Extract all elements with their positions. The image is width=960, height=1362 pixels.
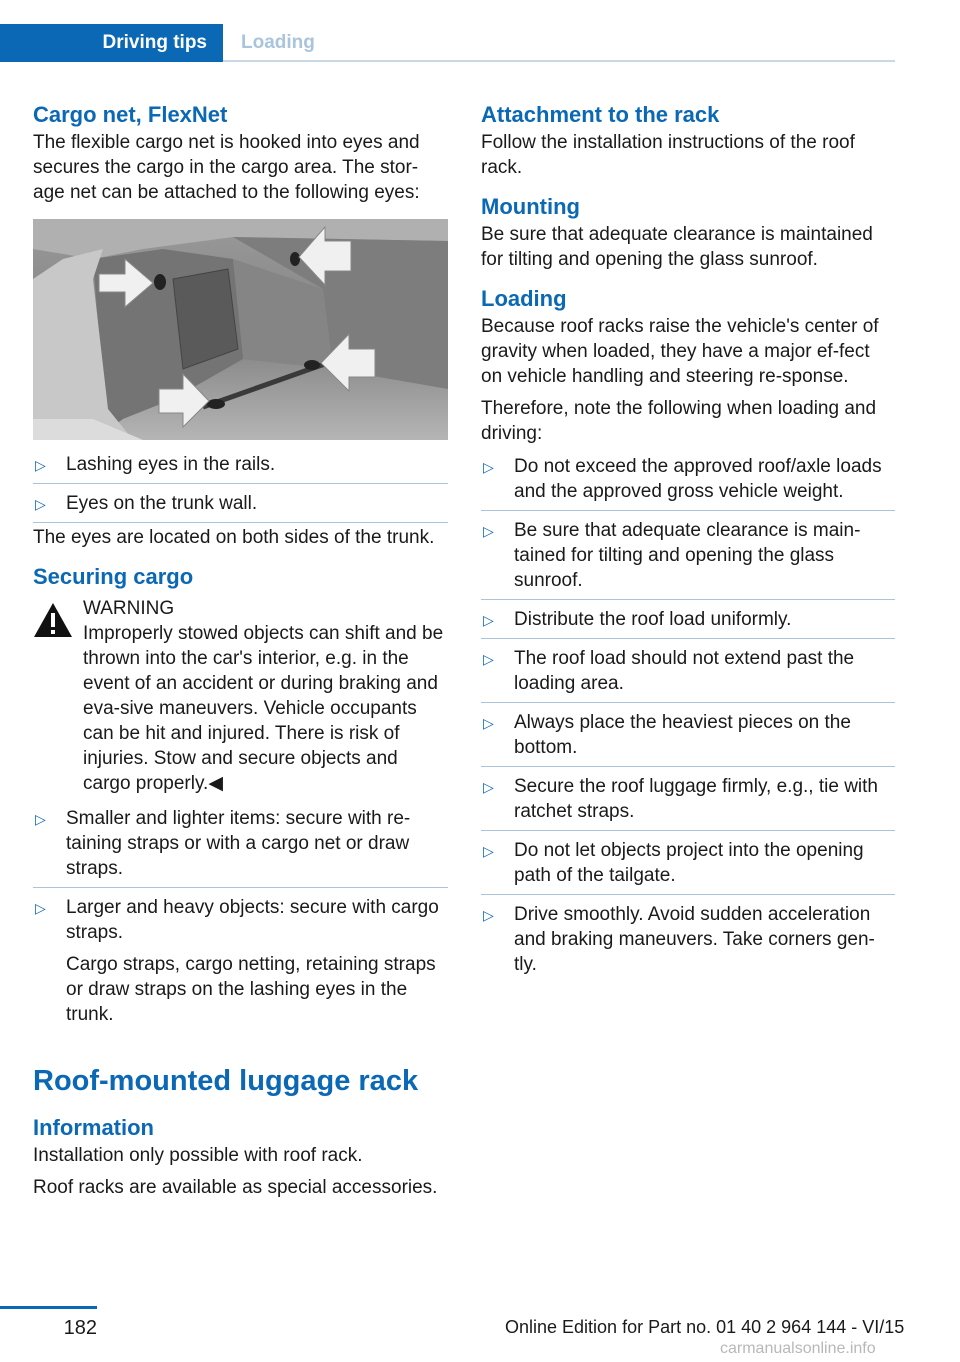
list-item: ▷ Lashing eyes in the rails. bbox=[33, 452, 448, 484]
warning-label: WARNING bbox=[83, 598, 175, 619]
triangle-right-icon: ▷ bbox=[483, 651, 494, 667]
triangle-right-icon: ▷ bbox=[35, 457, 46, 473]
triangle-right-icon: ▷ bbox=[35, 811, 46, 827]
watermark: carmanualsonline.info bbox=[720, 1340, 876, 1357]
footer-rule bbox=[0, 1306, 97, 1309]
eyes-note: The eyes are located on both sides of the trunk. bbox=[33, 527, 435, 548]
attachment-heading: Attachment to the rack bbox=[481, 102, 720, 127]
triangle-right-icon: ▷ bbox=[483, 612, 494, 628]
edition-text: Online Edition for Part no. 01 40 2 964 144 - VI/15 bbox=[505, 1317, 905, 1337]
list-item: ▷ Larger and heavy objects: secure with cargo straps. Cargo straps, cargo netting, retaining straps or draw straps on the lashing eyes in the trunk. bbox=[35, 897, 439, 1025]
trunk-illustration-svg bbox=[33, 219, 448, 440]
warning-text: Improperly stowed objects can shift and be thrown into the car's interior, e.g. in the event of an accident or during braking and eva-sive maneuvers. Vehicle occupants can be hit and injured. There is risk of injuries. Stow and secure objects and cargo properly.◀ bbox=[83, 623, 444, 794]
triangle-right-icon: ▷ bbox=[483, 459, 494, 475]
information-heading: Information bbox=[33, 1115, 154, 1140]
cargo-net-text: The flexible cargo net is hooked into eyes and secures the cargo in the cargo area. The stor-age net can be attached to the following eyes: bbox=[33, 132, 420, 203]
loading-list bbox=[481, 454, 895, 983]
left-column bbox=[33, 100, 448, 1200]
tab-loading: Loading bbox=[241, 32, 315, 53]
attachment-text: Follow the installation instructions of the roof rack. bbox=[481, 132, 855, 178]
list-item: ▷ Do not exceed the approved roof/axle loads and the approved gross vehicle weight. bbox=[481, 454, 895, 511]
warning-block bbox=[33, 596, 448, 796]
loading-note: Therefore, note the following when loading and driving: bbox=[481, 398, 877, 444]
securing-list bbox=[33, 806, 448, 1033]
list-item: ▷ Secure the roof luggage firmly, e.g., tie with ratchet straps. bbox=[481, 774, 895, 831]
list-item: ▷ The roof load should not extend past the loading area. bbox=[481, 646, 895, 703]
cargo-net-heading: Cargo net, FlexNet bbox=[33, 102, 228, 127]
list-item: ▷ Always place the heaviest pieces on the bottom. bbox=[481, 710, 895, 767]
list-item: ▷ Drive smoothly. Avoid sudden acceleration and braking maneuvers. Take corners gen-tly. bbox=[483, 904, 875, 975]
list-item: ▷ Distribute the roof load uniformly. bbox=[481, 607, 895, 639]
list-item: ▷ Be sure that adequate clearance is main-tained for tilting and opening the glass sunroof. bbox=[481, 518, 895, 600]
triangle-right-icon: ▷ bbox=[35, 496, 46, 512]
page-header bbox=[0, 24, 895, 62]
list-item: ▷ Smaller and lighter items: secure with re-taining straps or with a cargo net or draw straps. bbox=[33, 806, 448, 888]
right-column bbox=[481, 100, 895, 983]
loading-text: Because roof racks raise the vehicle's center of gravity when loaded, they have a major ef-fect on vehicle handling and steering re-sponse. bbox=[481, 316, 879, 387]
tab-driving-tips: Driving tips bbox=[0, 24, 223, 62]
list-item: ▷ Eyes on the trunk wall. bbox=[33, 491, 448, 523]
eyes-list bbox=[33, 452, 448, 523]
loading-heading: Loading bbox=[481, 286, 567, 311]
roof-rack-heading: Roof-mounted luggage rack bbox=[33, 1065, 419, 1097]
mounting-text: Be sure that adequate clearance is maintained for tilting and opening the glass sunroof. bbox=[481, 224, 873, 270]
info-text-2: Roof racks are available as special accessories. bbox=[33, 1177, 438, 1198]
info-text-1: Installation only possible with roof rack. bbox=[33, 1145, 363, 1166]
list-item: ▷ Do not let objects project into the opening path of the tailgate. bbox=[481, 838, 895, 895]
triangle-right-icon: ▷ bbox=[483, 779, 494, 795]
triangle-right-icon: ▷ bbox=[483, 843, 494, 859]
securing-cargo-heading: Securing cargo bbox=[33, 564, 194, 589]
triangle-right-icon: ▷ bbox=[483, 715, 494, 731]
trunk-illustration bbox=[33, 219, 448, 440]
warning-triangle-icon bbox=[33, 602, 73, 638]
triangle-right-icon: ▷ bbox=[35, 900, 46, 916]
triangle-right-icon: ▷ bbox=[483, 523, 494, 539]
triangle-right-icon: ▷ bbox=[483, 907, 494, 923]
mounting-heading: Mounting bbox=[481, 194, 580, 219]
page-number: 182 bbox=[63, 1317, 97, 1339]
